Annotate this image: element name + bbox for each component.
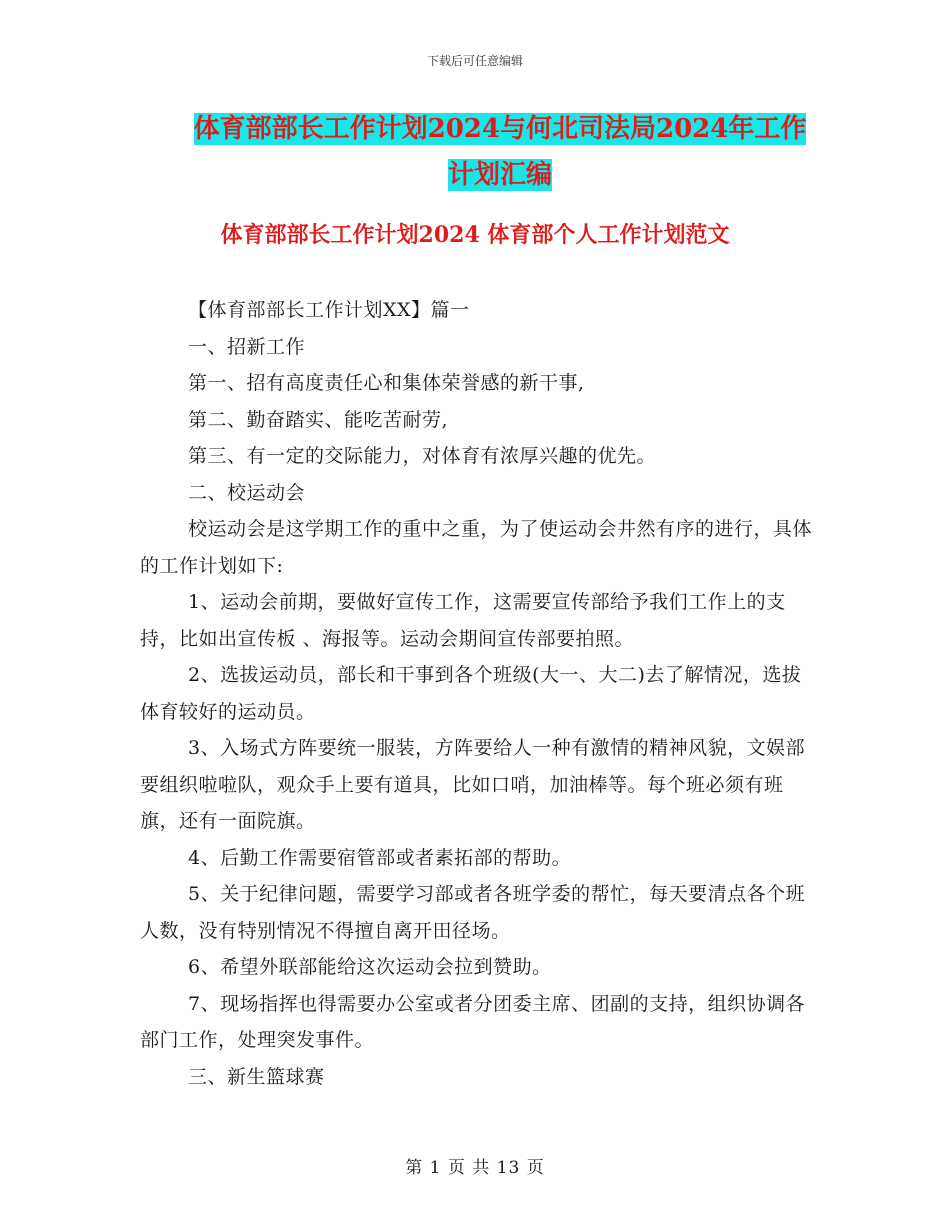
paragraph: 校运动会是这学期工作的重中之重，为了使运动会井然有序的进行，具体的工作计划如下: [140,518,813,577]
paragraph: 2、选拔运动员，部长和干事到各个班级(大一、大二)去了解情况，选拔体育较好的运动员。 [140,664,802,723]
paragraph: 5、关于纪律问题，需要学习部或者各班学委的帮忙，每天要清点各个班人数，没有特别情况不得擅自离开田径场。 [140,883,806,942]
paragraph: 一、招新工作 [188,335,306,358]
page-footer: 第 1 页 共 13 页 [405,1158,545,1178]
header-note: 下载后可任意编辑 [426,54,523,68]
document-body [140,292,812,1095]
title-line-1: 体育部部长工作计划2024与何北司法局2024年工作 [193,114,807,144]
paragraph: 二、校运动会 [188,481,306,504]
paragraph: 第一、招有高度责任心和集体荣誉感的新干事, [188,372,585,394]
paragraph: 6、希望外联部能给这次运动会拉到赞助。 [188,956,552,978]
title-line-2: 计划汇编 [447,160,552,190]
paragraph: 【体育部部长工作计划XX】篇一 [188,299,470,321]
paragraph: 7、现场指挥也得需要办公室或者分团委主席、团副的支持，组织协调各部门工作，处理突发事件。 [140,992,806,1051]
paragraph: 三、新生篮球赛 [188,1065,325,1088]
document-title [140,106,860,198]
section-subtitle: 体育部部长工作计划2024 体育部个人工作计划范文 [220,222,730,248]
paragraph: 4、后勤工作需要宿管部或者素拓部的帮助。 [188,846,572,869]
paragraph: 1、运动会前期，要做好宣传工作，这需要宣传部给予我们工作上的支持，比如出宣传板 、海报等。运动会期间宣传部要拍照。 [140,591,786,650]
paragraph: 第二、勤奋踏实、能吃苦耐劳, [188,408,449,431]
paragraph: 3、入场式方阵要统一服装，方阵要给人一种有激情的精神风貌，文娱部要组织啦啦队，观众手上要有道具，比如口哨，加油棒等。每个班必须有班旗，还有一面院旗。 [140,737,806,832]
paragraph: 第三、有一定的交际能力，对体育有浓厚兴趣的优先。 [188,445,657,467]
